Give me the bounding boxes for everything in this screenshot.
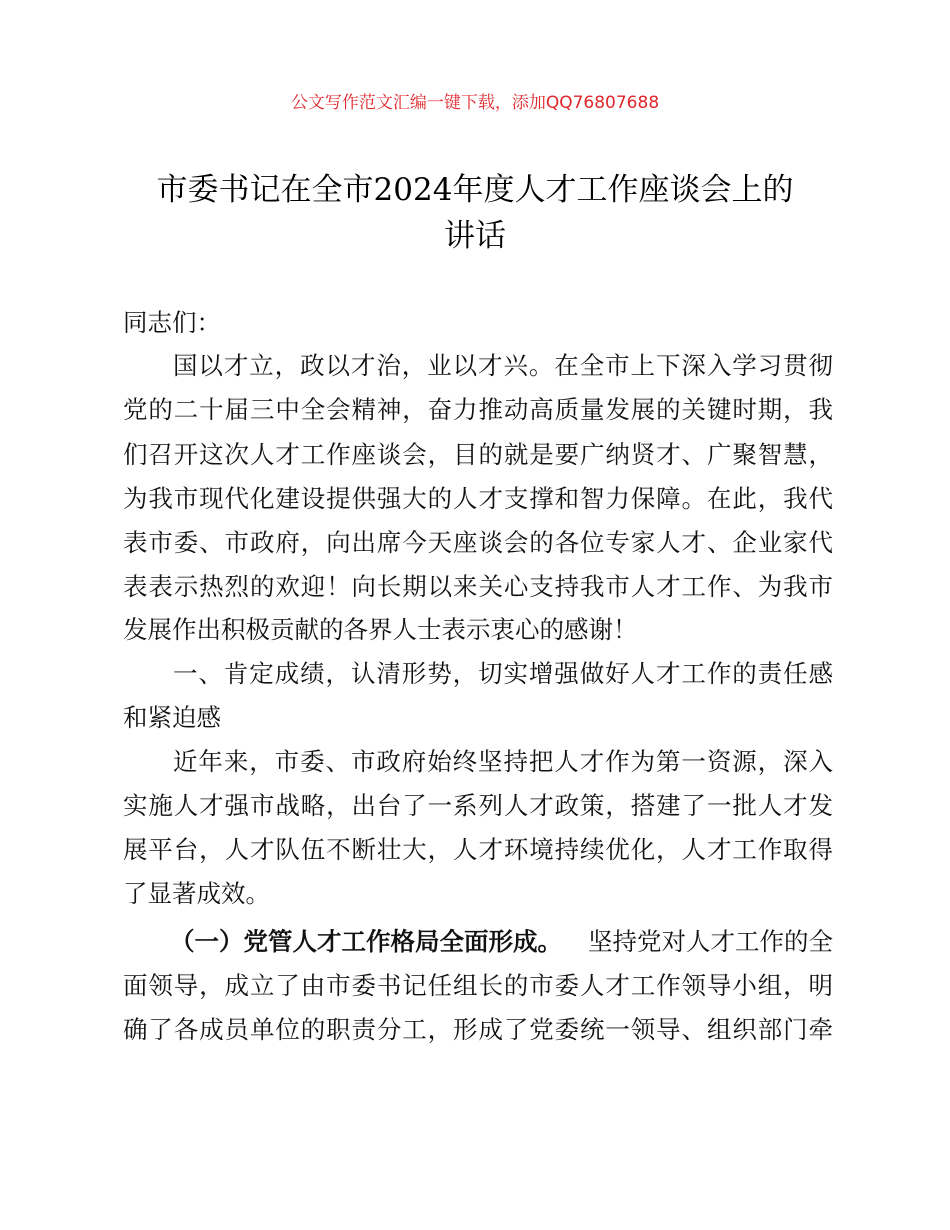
subheading-bold: （一）党管人才工作格局全面形成。 (170, 927, 562, 956)
salutation: 同志们： (123, 308, 221, 337)
text-line: 表市委、市政府，向出席今天座谈会的各位专家人才、企业家代 (123, 528, 833, 557)
text-line: 表表示热烈的欢迎！向长期以来关心支持我市人才工作、为我市 (123, 572, 833, 601)
text-line: 党的二十届三中全会精神，奋力推动高质量发展的关键时期，我 (123, 395, 833, 424)
text-line: 和紧迫感 (123, 703, 221, 732)
text-line: 国以才立，政以才治，业以才兴。在全市上下深入学习贯彻 (173, 351, 833, 380)
text-line: 实施人才强市战略，出台了一系列人才政策，搭建了一批人才发 (123, 791, 833, 820)
text-line (170, 927, 833, 957)
text-line: 展平台，人才队伍不断壮大，人才环境持续优化，人才工作取得 (123, 835, 833, 864)
text-line: 面领导，成立了由市委书记任组长的市委人才工作领导小组，明 (123, 971, 833, 1000)
text-line: 一、肯定成绩，认清形势，切实增强做好人才工作的责任感 (173, 659, 833, 688)
text-line: 发展作出积极贡献的各界人士表示衷心的感谢！ (123, 615, 638, 644)
text-line: 为我市现代化建设提供强大的人才支撑和智力保障。在此，我代 (123, 484, 833, 513)
text-run: 坚持党对人才工作的全 (588, 927, 833, 956)
text-line: 近年来，市委、市政府始终坚持把人才作为第一资源，深入 (173, 747, 833, 776)
text-line: 了显著成效。 (123, 879, 270, 908)
document-title-line2: 讲话 (444, 218, 506, 254)
document-title-line1: 市委书记在全市2024年度人才工作座谈会上的 (156, 172, 794, 208)
watermark-header: 公文写作范文汇编一键下载，添加QQ76807688 (290, 93, 660, 113)
text-line: 们召开这次人才工作座谈会，目的就是要广纳贤才、广聚智慧， (123, 440, 833, 469)
text-line: 确了各成员单位的职责分工，形成了党委统一领导、组织部门牵 (123, 1015, 833, 1044)
